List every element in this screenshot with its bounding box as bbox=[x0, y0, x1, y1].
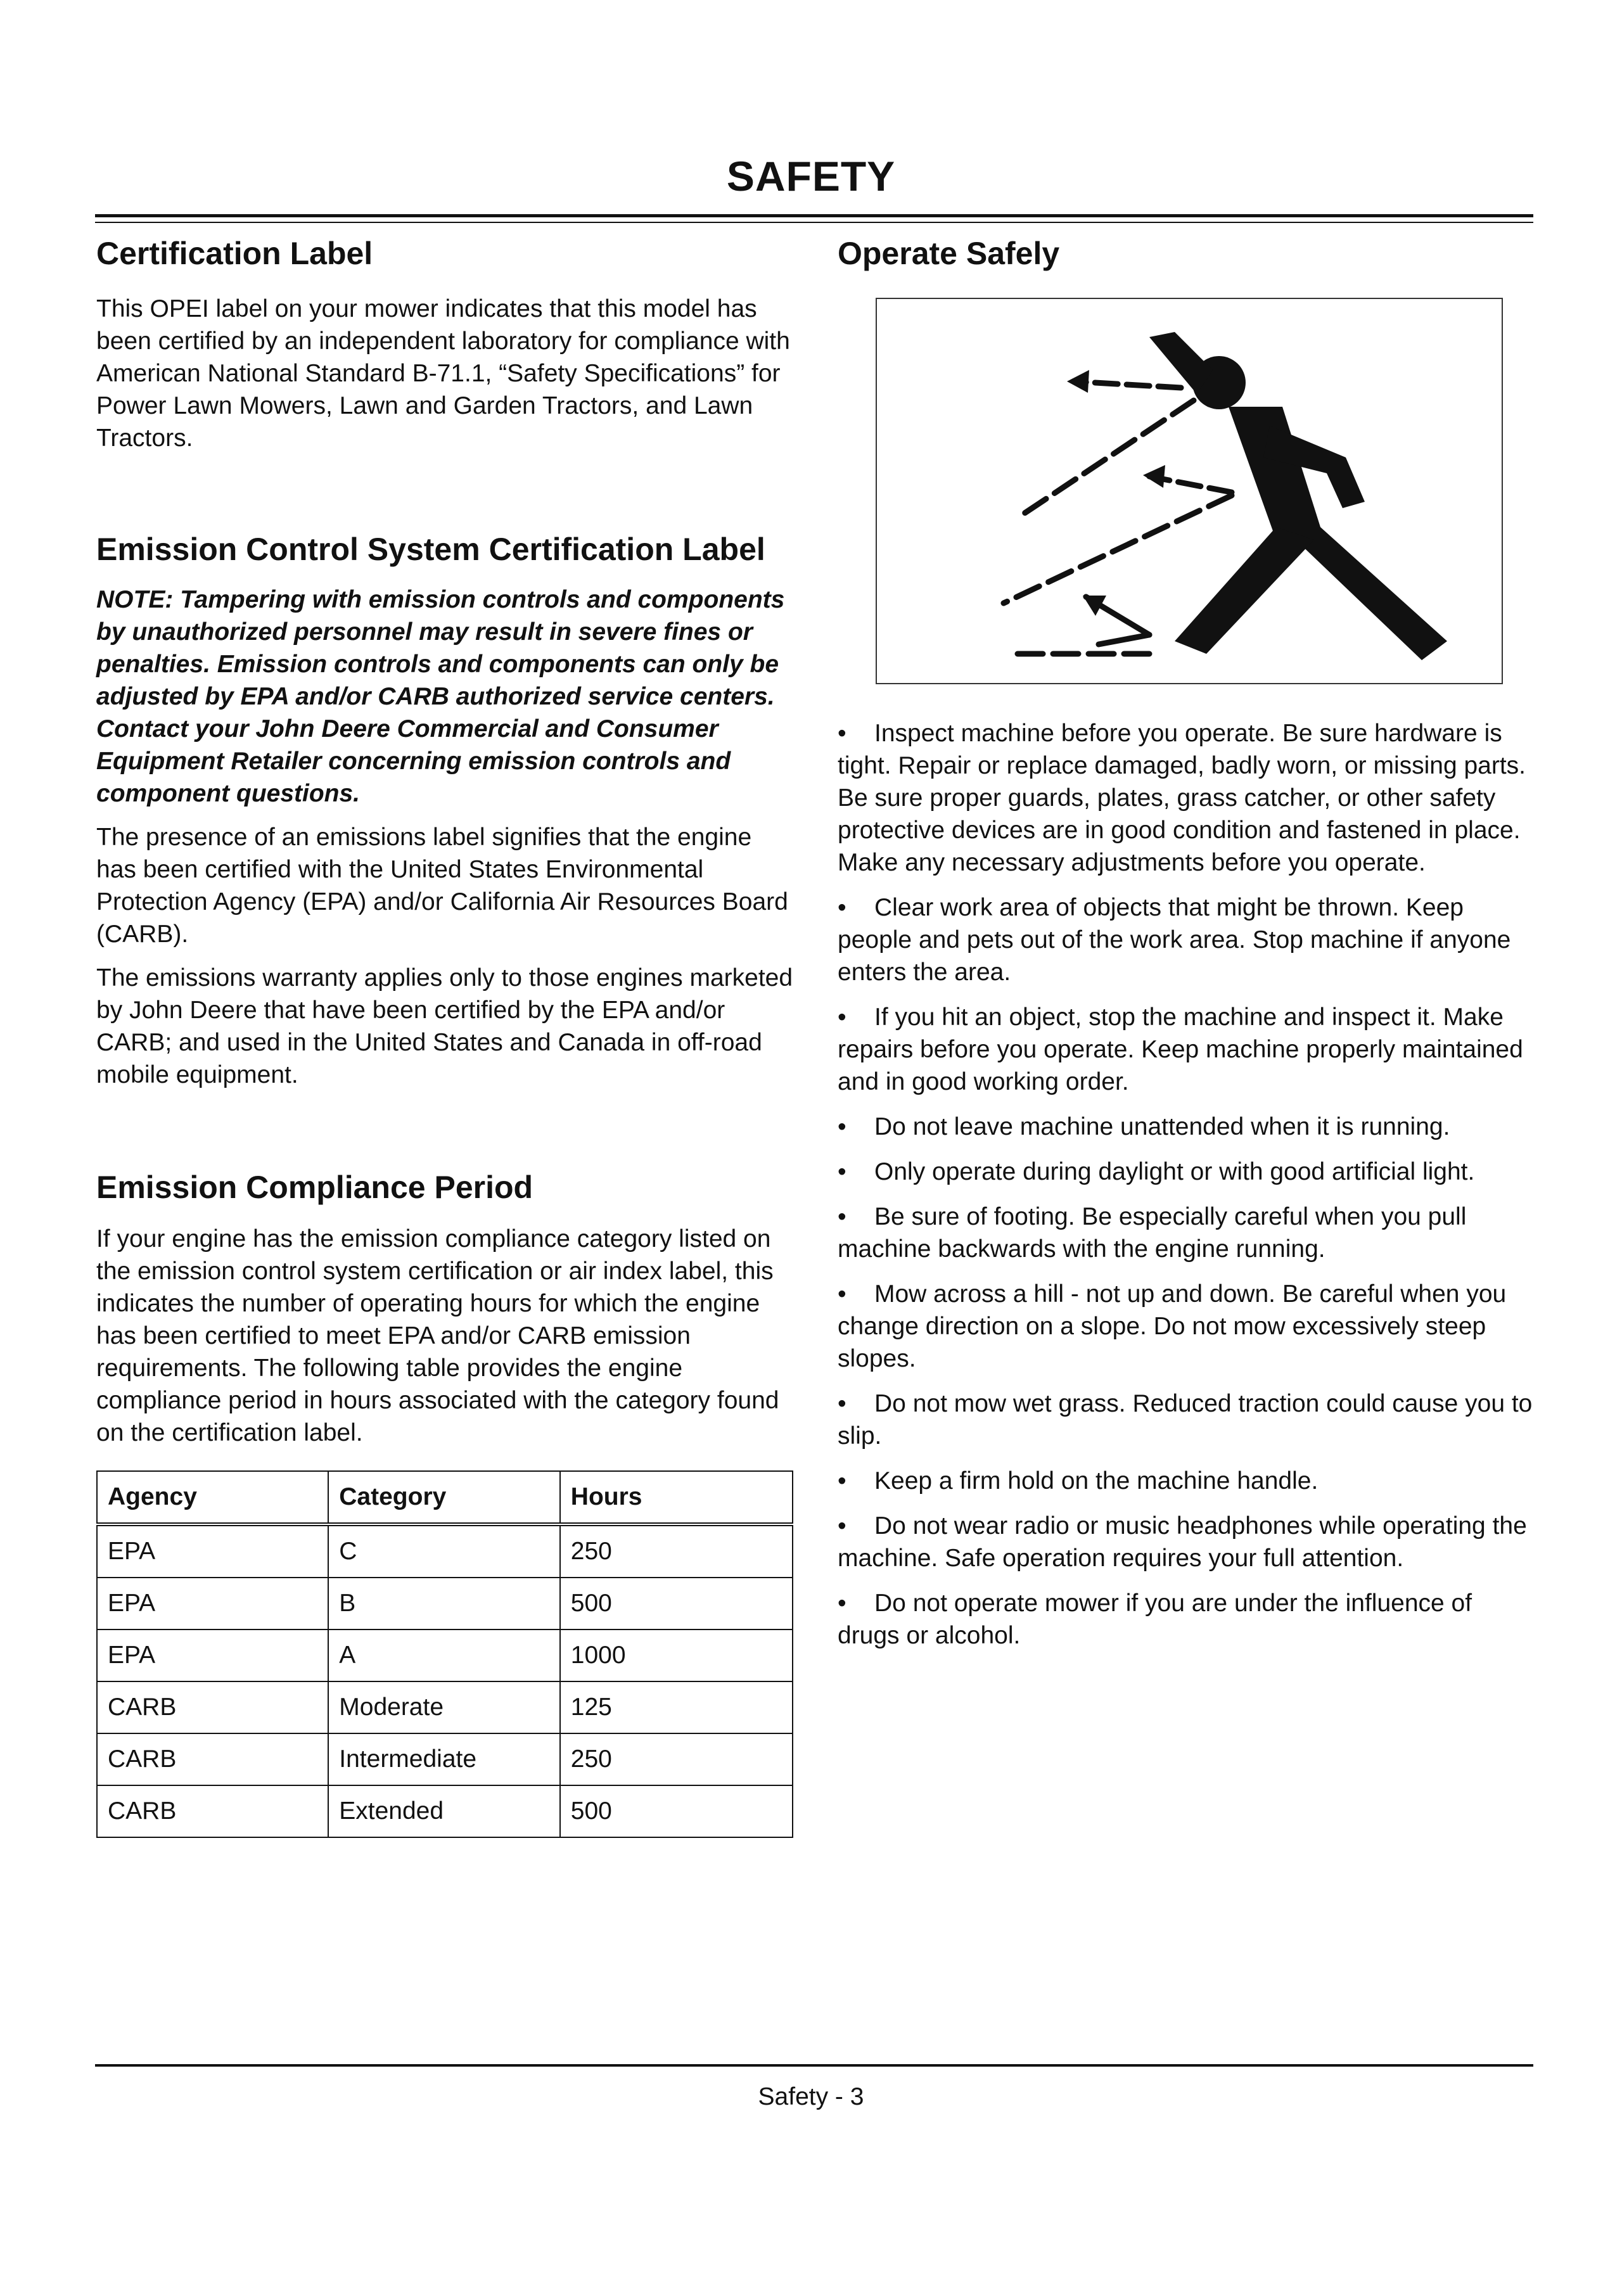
list-item bbox=[838, 1201, 1535, 1265]
title-rule-thin bbox=[95, 222, 1533, 223]
bullet-text: Be sure of footing. Be especially careful when you pull machine backwards with the engine running. bbox=[838, 1203, 1467, 1263]
bullet-text: Do not wear radio or music headphones while operating the machine. Safe operation requires your full attention. bbox=[838, 1512, 1527, 1572]
bullet-text: Do not mow wet grass. Reduced traction could cause you to slip. bbox=[838, 1390, 1533, 1450]
cell-hours: 500 bbox=[560, 1578, 793, 1630]
bullet-text: Only operate during daylight or with good artificial light. bbox=[874, 1158, 1475, 1185]
bullet-icon: • bbox=[838, 1113, 846, 1140]
bullet-text: Clear work area of objects that might be thrown. Keep people and pets out of the work area. Stop machine if anyone enters the area. bbox=[838, 894, 1511, 986]
table-row bbox=[97, 1681, 793, 1733]
table-header-row bbox=[97, 1471, 793, 1524]
bullet-icon: • bbox=[838, 1390, 846, 1417]
table-row bbox=[97, 1630, 793, 1681]
cell-hours: 250 bbox=[560, 1524, 793, 1578]
table-row bbox=[97, 1524, 793, 1578]
bullet-text: Mow across a hill - not up and down. Be careful when you change direction on a slope. Do not mow excessively steep slopes. bbox=[838, 1280, 1507, 1372]
header-agency: Agency bbox=[97, 1471, 328, 1524]
footer-rule bbox=[95, 2064, 1533, 2067]
bullet-icon: • bbox=[838, 1004, 846, 1031]
list-item bbox=[838, 717, 1535, 879]
header-hours: Hours bbox=[560, 1471, 793, 1524]
list-item bbox=[838, 891, 1535, 988]
header-category: Category bbox=[328, 1471, 560, 1524]
cell-hours: 500 bbox=[560, 1785, 793, 1837]
cell-agency: CARB bbox=[97, 1785, 328, 1837]
bullet-icon: • bbox=[838, 720, 846, 747]
certification-label-heading: Certification Label bbox=[96, 236, 373, 271]
bullet-icon: • bbox=[838, 1280, 846, 1308]
emission-para-2: The emissions warranty applies only to those engines marketed by John Deere that have been certified by the EPA and/or CARB; and used in the United States and Canada in off-road mobile equipment. bbox=[96, 964, 793, 1088]
cell-hours: 125 bbox=[560, 1681, 793, 1733]
bullet-icon: • bbox=[838, 894, 846, 921]
cell-agency: EPA bbox=[97, 1524, 328, 1578]
emission-note: NOTE: Tampering with emission controls and components by unauthorized personnel may result in severe fines or penalties. Emission controls and components can only be adjusted by EPA and/or CARB authorized service centers. Contact your John Deere Commercial and Consumer Equipment Retailer concerning emission controls and component questions. bbox=[96, 586, 785, 807]
bullet-icon: • bbox=[838, 1203, 846, 1230]
bullet-text: Keep a firm hold on the machine handle. bbox=[874, 1467, 1319, 1495]
bullet-icon: • bbox=[838, 1590, 846, 1617]
bullet-icon: • bbox=[838, 1158, 846, 1185]
cell-agency: CARB bbox=[97, 1733, 328, 1785]
emission-label-heading: Emission Control System Certification Label bbox=[96, 532, 765, 567]
cell-category: A bbox=[328, 1630, 560, 1681]
page-number: Safety - 3 bbox=[758, 2083, 864, 2110]
page-title: SAFETY bbox=[726, 153, 896, 200]
bullet-text: If you hit an object, stop the machine and inspect it. Make repairs before you operate. Keep machine properly maintained and in good working order. bbox=[838, 1004, 1523, 1095]
list-item bbox=[838, 1465, 1535, 1497]
cell-category: Extended bbox=[328, 1785, 560, 1837]
cell-hours: 1000 bbox=[560, 1630, 793, 1681]
bullet-icon: • bbox=[838, 1512, 846, 1540]
table-row bbox=[97, 1733, 793, 1785]
bullet-text: Do not leave machine unattended when it is running. bbox=[874, 1113, 1450, 1140]
right-column bbox=[838, 231, 1535, 1664]
thrown-object-warning-icon bbox=[877, 299, 1502, 683]
list-item bbox=[838, 1387, 1535, 1452]
title-rule bbox=[95, 214, 1533, 217]
compliance-period-heading: Emission Compliance Period bbox=[96, 1170, 533, 1205]
cell-hours: 250 bbox=[560, 1733, 793, 1785]
bullet-text: Inspect machine before you operate. Be sure hardware is tight. Repair or replace damaged, badly worn, or missing parts. Be sure proper guards, plates, grass catcher, or other safety protective devices are in good condition and fastened in place. Make any necessary adjustments before you operate. bbox=[838, 720, 1526, 876]
table-row bbox=[97, 1578, 793, 1630]
cell-category: B bbox=[328, 1578, 560, 1630]
list-item bbox=[838, 1156, 1535, 1188]
list-item bbox=[838, 1278, 1535, 1375]
cell-agency: CARB bbox=[97, 1681, 328, 1733]
operate-safely-heading: Operate Safely bbox=[838, 236, 1060, 271]
cell-agency: EPA bbox=[97, 1578, 328, 1630]
list-item bbox=[838, 1111, 1535, 1143]
emission-para-1: The presence of an emissions label signifies that the engine has been certified with the United States Environmental Protection Agency (EPA) and/or California Air Resources Board (CARB). bbox=[96, 824, 788, 948]
compliance-table bbox=[96, 1470, 793, 1838]
bullet-icon: • bbox=[838, 1467, 846, 1495]
operate-safely-list bbox=[838, 717, 1535, 1652]
compliance-period-body: If your engine has the emission compliance category listed on the emission control system certification or air index label, this indicates the number of operating hours for which the engine has been certified to meet EPA and/or CARB emission requirements. The following table provides the engine compliance period in hours associated with the category found on the certification label. bbox=[96, 1225, 779, 1446]
list-item bbox=[838, 1001, 1535, 1098]
safety-figure bbox=[876, 298, 1503, 684]
cell-category: Intermediate bbox=[328, 1733, 560, 1785]
certification-label-body: This OPEI label on your mower indicates that this model has been certified by an independent laboratory for compliance with American National Standard B-71.1, “Safety Specifications” for Power Lawn Mowers, Lawn and Garden Tractors, and Lawn Tractors. bbox=[96, 295, 790, 452]
cell-category: Moderate bbox=[328, 1681, 560, 1733]
table-row bbox=[97, 1785, 793, 1837]
bullet-text: Do not operate mower if you are under the influence of drugs or alcohol. bbox=[838, 1590, 1472, 1649]
list-item bbox=[838, 1510, 1535, 1574]
cell-category: C bbox=[328, 1524, 560, 1578]
cell-agency: EPA bbox=[97, 1630, 328, 1681]
left-column bbox=[96, 231, 796, 1838]
list-item bbox=[838, 1587, 1535, 1652]
